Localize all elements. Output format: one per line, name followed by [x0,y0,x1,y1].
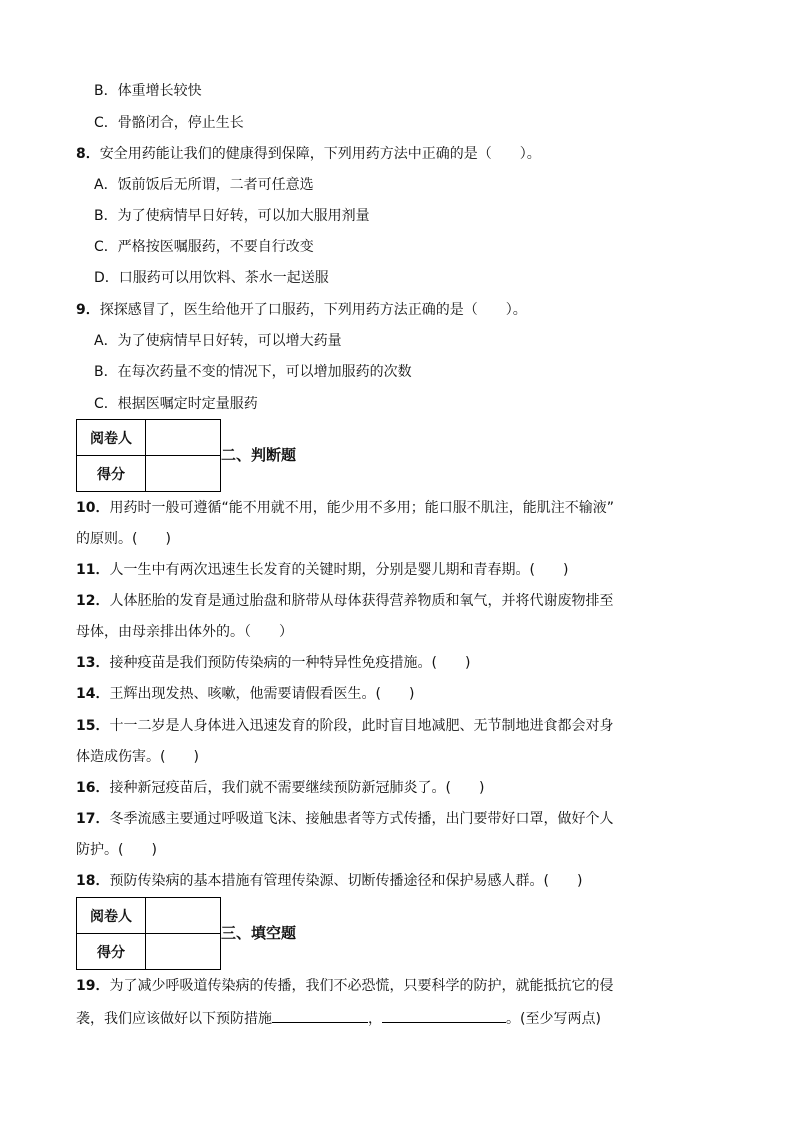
score-label: 得分 [77,456,146,492]
q7-option-b: B．体重增长较快 [94,83,202,99]
answer-blank-2[interactable] [382,1007,506,1023]
score-box-section-2 [76,419,221,492]
question-18: 18．预防传染病的基本措施有管理传染源、切断传播途径和保护易感人群。( ) [76,873,583,889]
score-box-section-3 [76,897,221,970]
reviewer-label: 阅卷人 [77,420,146,456]
question-8: 8．安全用药能让我们的健康得到保障，下列用药方法中正确的是（ ）。 [76,146,541,162]
score-field[interactable] [146,934,221,970]
q9-option-a: A．为了使病情早日好转，可以增大药量 [94,333,342,349]
reviewer-field[interactable] [146,420,221,456]
q9-option-c: C．根据医嘱定时定量服药 [94,396,258,412]
question-11: 11．人一生中有两次迅速生长发育的关键时期，分别是婴儿期和青春期。( ) [76,562,569,578]
question-15: 15．十一二岁是人身体进入迅速发育的阶段，此时盲目地减肥、无节制地进食都会对身 [76,718,614,734]
question-10: 10．用药时一般可遵循“能不用就不用，能少用不多用；能口服不肌注，能肌注不输液” [76,500,614,516]
q8-option-c: C．严格按医嘱服药，不要自行改变 [94,239,314,255]
q8-option-d: D．口服药可以用饮料、茶水一起送服 [94,270,329,286]
question-9: 9．探探感冒了，医生给他开了口服药，下列用药方法正确的是（ ）。 [76,302,527,318]
question-16: 16．接种新冠疫苗后，我们就不需要继续预防新冠肺炎了。( ) [76,780,485,796]
question-19-cont: 袭，我们应该做好以下预防措施 ， 。(至少写两点) [76,1007,601,1029]
question-13: 13．接种疫苗是我们预防传染病的一种特异性免疫措施。( ) [76,655,471,671]
question-14: 14．王辉出现发热、咳嗽，他需要请假看医生。( ) [76,686,415,702]
question-19: 19．为了减少呼吸道传染病的传播，我们不必恐慌，只要科学的防护，就能抵抗它的侵 [76,978,614,994]
question-17-cont: 防护。( ) [76,842,157,858]
question-17: 17．冬季流感主要通过呼吸道飞沫、接触患者等方式传播，出门要带好口罩，做好个人 [76,811,614,827]
question-15-cont: 体造成伤害。( ) [76,749,199,765]
q7-option-c: C．骨骼闭合，停止生长 [94,115,244,131]
question-10-cont: 的原则。( ) [76,531,171,547]
question-12-cont: 母体，由母亲排出体外的。（ ） [76,624,293,640]
section-2-title: 二、判断题 [221,446,297,464]
answer-blank-1[interactable] [272,1007,368,1023]
q8-option-b: B．为了使病情早日好转，可以加大服用剂量 [94,208,370,224]
section-3-title: 三、填空题 [221,924,297,942]
reviewer-label: 阅卷人 [77,898,146,934]
score-label: 得分 [77,934,146,970]
q9-option-b: B．在每次药量不变的情况下，可以增加服药的次数 [94,364,412,380]
reviewer-field[interactable] [146,898,221,934]
question-12: 12．人体胚胎的发育是通过胎盘和脐带从母体获得营养物质和氧气，并将代谢废物排至 [76,593,614,609]
score-field[interactable] [146,456,221,492]
q8-option-a: A．饭前饭后无所谓，二者可任意选 [94,177,314,193]
